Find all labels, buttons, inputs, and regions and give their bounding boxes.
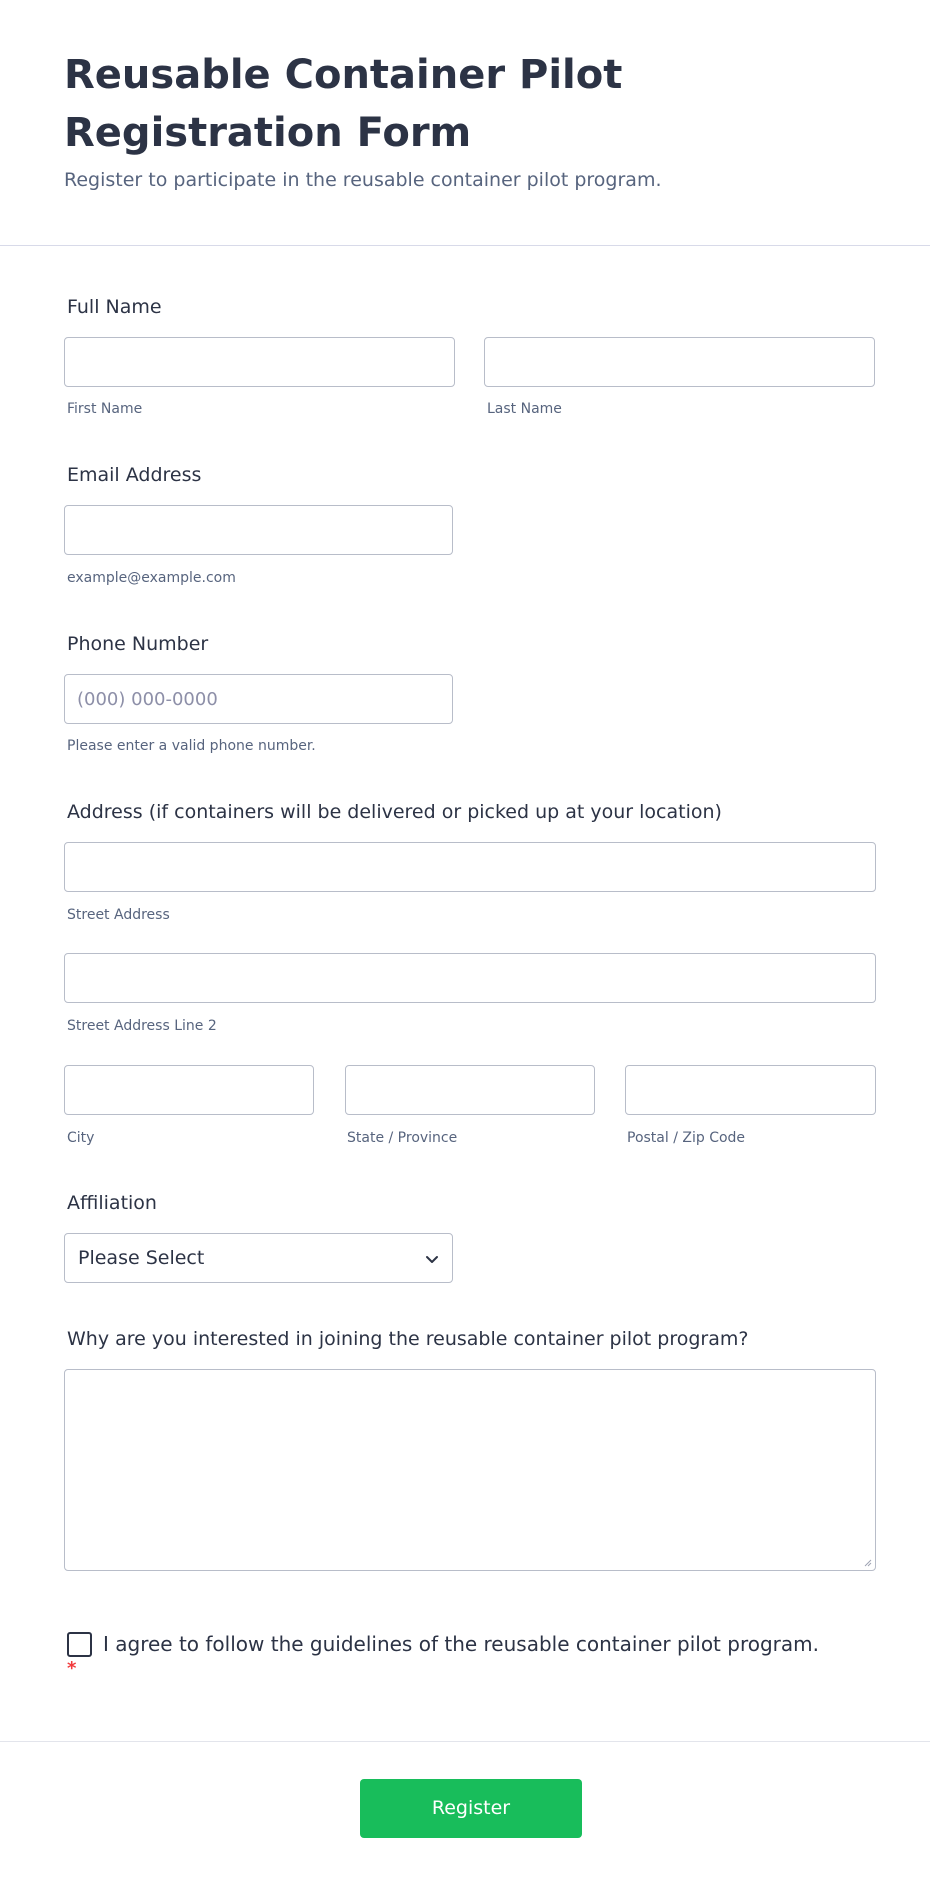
phone-input[interactable]: [64, 674, 453, 724]
email-sublabel: example@example.com: [67, 570, 236, 586]
email-label: Email Address: [67, 464, 202, 486]
state-sublabel: State / Province: [347, 1130, 458, 1146]
reason-textarea[interactable]: [64, 1369, 876, 1571]
register-button[interactable]: Register: [360, 1779, 582, 1838]
form-header: [0, 0, 930, 246]
email-input[interactable]: [64, 505, 453, 555]
chevron-down-icon: [424, 1251, 440, 1267]
reason-label: Why are you interested in joining the reusable container pilot program?: [67, 1328, 749, 1350]
form-subtitle: Register to participate in the reusable container pilot program.: [64, 169, 662, 191]
first-name-sublabel: First Name: [67, 401, 143, 417]
phone-sublabel: Please enter a valid phone number.: [67, 738, 316, 754]
city-sublabel: City: [67, 1130, 95, 1146]
city-input[interactable]: [64, 1065, 314, 1115]
required-asterisk: *: [67, 1658, 77, 1679]
affiliation-label: Affiliation: [67, 1192, 157, 1214]
zip-input[interactable]: [625, 1065, 876, 1115]
street-address-sublabel: Street Address: [67, 907, 170, 923]
phone-label: Phone Number: [67, 633, 209, 655]
agree-checkbox[interactable]: [67, 1632, 92, 1657]
full-name-label: Full Name: [67, 296, 162, 318]
first-name-input[interactable]: [64, 337, 455, 387]
zip-sublabel: Postal / Zip Code: [627, 1130, 746, 1146]
street-address-line2-sublabel: Street Address Line 2: [67, 1018, 217, 1034]
state-input[interactable]: [345, 1065, 595, 1115]
last-name-input[interactable]: [484, 337, 875, 387]
last-name-sublabel: Last Name: [487, 401, 562, 417]
affiliation-selected-value: Please Select: [78, 1247, 205, 1269]
form-title: Reusable Container Pilot Registration Form: [64, 52, 623, 156]
affiliation-select[interactable]: [64, 1233, 453, 1283]
footer-divider: [0, 1741, 930, 1742]
agree-text: I agree to follow the guidelines of the reusable container pilot program.: [103, 1632, 819, 1656]
street-address-line2-input[interactable]: [64, 953, 876, 1003]
resize-grip-icon[interactable]: [862, 1557, 872, 1567]
address-label: Address (if containers will be delivered or picked up at your location): [67, 801, 722, 823]
street-address-input[interactable]: [64, 842, 876, 892]
